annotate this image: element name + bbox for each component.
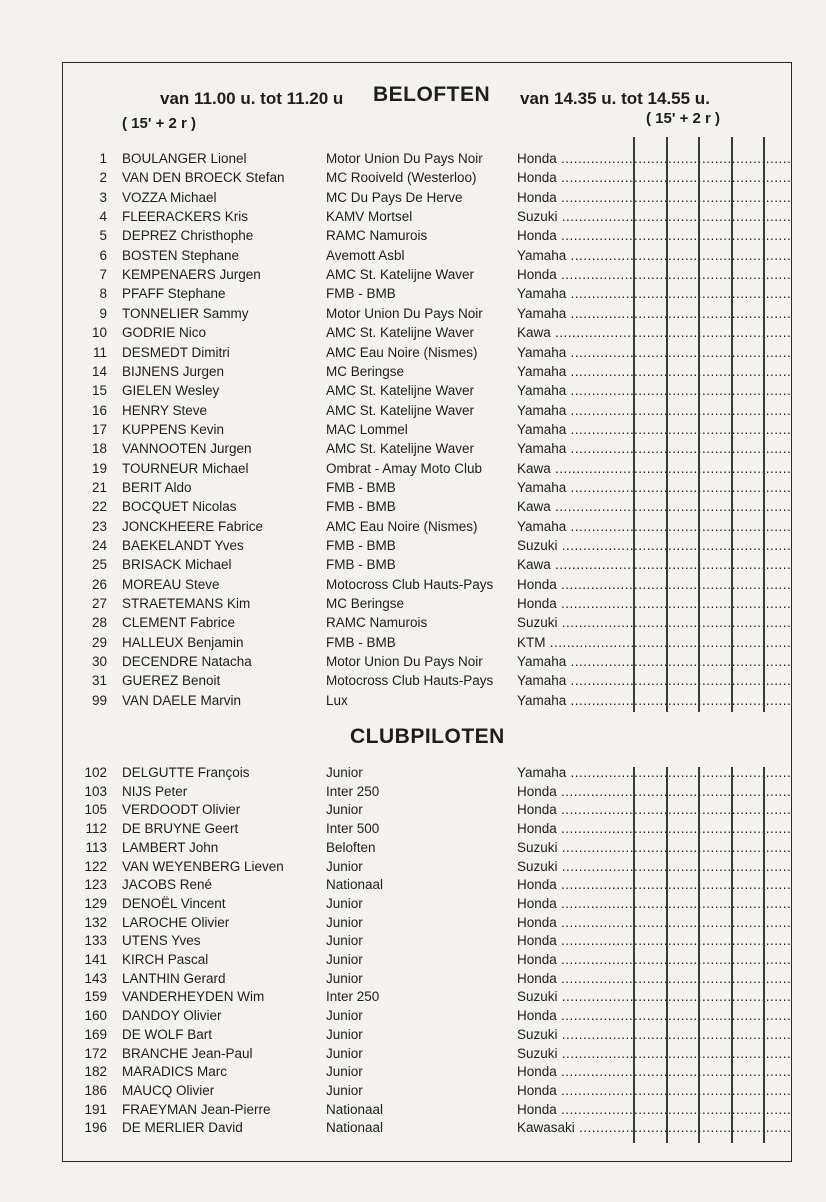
- rider-make: Suzuki .....: [517, 207, 633, 226]
- rider-make: Yamaha .....: [517, 401, 633, 420]
- lap-entry-dots: [634, 439, 790, 458]
- rider-make: Honda .....: [517, 1006, 633, 1025]
- rider-name: BOCQUET Nicolas: [122, 499, 237, 515]
- rider-name: LAMBERT John: [122, 839, 219, 855]
- lap-entry-dots: [634, 800, 790, 819]
- rider-club: AMC St. Katelijne Waver: [326, 441, 475, 457]
- rider-club: Junior: [326, 1082, 363, 1098]
- rider-number: 21: [91, 479, 107, 495]
- lap-entry-dots: [634, 284, 790, 303]
- rider-name: DANDOY Olivier: [122, 1008, 222, 1024]
- rider-make: Kawa .....: [517, 555, 633, 574]
- rider-make: Yamaha .....: [517, 691, 633, 710]
- rider-number: 132: [84, 914, 107, 930]
- lap-entry-dots: [634, 1100, 790, 1119]
- rider-name: LANTHIN Gerard: [122, 970, 226, 986]
- rider-club: MC Beringse: [326, 363, 405, 379]
- rider-number: 5: [99, 228, 107, 244]
- rider-number: 113: [85, 839, 107, 855]
- rider-make: Yamaha .....: [517, 420, 633, 439]
- rider-club: Junior: [326, 914, 363, 930]
- rider-club: AMC Eau Noire (Nismes): [326, 518, 478, 534]
- lap-entry-dots: [634, 969, 790, 988]
- rider-name: MARADICS Marc: [122, 1064, 228, 1080]
- rider-club: Inter 250: [326, 989, 380, 1005]
- rider-club: Motocross Club Hauts-Pays: [326, 576, 494, 592]
- rider-club: MC Beringse: [326, 596, 405, 612]
- rider-name: MAUCQ Olivier: [122, 1082, 215, 1098]
- rider-name: DE WOLF Bart: [122, 1026, 213, 1042]
- lap-column-line: [633, 767, 635, 1143]
- rider-name: VAN DEN BROECK Stefan: [122, 170, 285, 186]
- rider-make: Honda .....: [517, 782, 633, 801]
- rider-make: Suzuki .....: [517, 987, 633, 1006]
- lap-entry-dots: [634, 838, 790, 857]
- rider-make: Honda .....: [517, 969, 633, 988]
- rider-make: Yamaha .....: [517, 362, 633, 381]
- rider-make: Yamaha .....: [517, 671, 633, 690]
- rider-club: MAC Lommel: [326, 421, 408, 437]
- rider-name: DE BRUYNE Geert: [122, 821, 239, 837]
- rider-number: 196: [84, 1120, 107, 1136]
- rider-name: HALLEUX Benjamin: [122, 634, 244, 650]
- rider-club: KAMV Mortsel: [326, 209, 413, 225]
- rider-name: PFAFF Stephane: [122, 286, 226, 302]
- rider-number: 3: [99, 189, 107, 205]
- rider-make: Kawasaki .....: [517, 1118, 633, 1137]
- rider-number: 29: [91, 634, 107, 650]
- rider-club: Motor Union Du Pays Noir: [326, 151, 483, 166]
- rider-name: BOULANGER Lionel: [122, 151, 247, 166]
- rider-make: Honda .....: [517, 1100, 633, 1119]
- rider-name: TOURNEUR Michael: [122, 460, 249, 476]
- rider-number: 123: [84, 877, 107, 893]
- rider-club: Junior: [326, 1008, 363, 1024]
- rider-name: JONCKHEERE Fabrice: [122, 518, 264, 534]
- rider-make: Honda .....: [517, 594, 633, 613]
- lap-entry-dots: [634, 517, 790, 536]
- second-heat-time: van 14.35 u. tot 14.55 u.: [520, 89, 710, 108]
- rider-number: 105: [84, 802, 107, 818]
- lap-column-line: [666, 767, 668, 1143]
- lap-entry-dots: [634, 555, 790, 574]
- rider-make: Honda .....: [517, 913, 633, 932]
- rider-make: Suzuki .....: [517, 613, 633, 632]
- rider-club: Motocross Club Hauts-Pays: [326, 673, 494, 689]
- rider-number: 6: [99, 247, 107, 263]
- rider-number: 9: [99, 305, 107, 321]
- rider-club: Beloften: [326, 839, 376, 855]
- rider-club: Avemott Asbl: [326, 247, 405, 263]
- rider-make: Yamaha .....: [517, 284, 633, 303]
- lap-entry-dots: [634, 459, 790, 478]
- rider-name: DECENDRE Natacha: [122, 654, 252, 670]
- rider-make: Honda .....: [517, 931, 633, 950]
- rider-name: BAEKELANDT Yves: [122, 538, 244, 553]
- rider-number: 30: [91, 654, 107, 670]
- lap-entry-dots: [634, 188, 790, 207]
- lap-entry-dots: [634, 613, 790, 632]
- lap-entry-dots: [634, 420, 790, 439]
- rider-number: 23: [91, 518, 107, 534]
- lap-entry-dots: [634, 671, 790, 690]
- lap-entry-dots: [634, 763, 790, 782]
- rider-club: Junior: [326, 933, 363, 949]
- lap-column-line: [731, 767, 733, 1143]
- rider-name: LAROCHE Olivier: [122, 914, 230, 930]
- rider-name: HENRY Steve: [122, 402, 208, 418]
- rider-club: Motor Union Du Pays Noir: [326, 654, 483, 670]
- rider-number: 27: [91, 596, 107, 612]
- rider-name: BERIT Aldo: [122, 479, 192, 495]
- lap-entry-dots: [634, 149, 790, 168]
- rider-number: 16: [91, 402, 107, 418]
- rider-name: VERDOODT Olivier: [122, 802, 241, 818]
- rider-make: Suzuki .....: [517, 838, 633, 857]
- rider-make: Yamaha .....: [517, 478, 633, 497]
- lap-column-line: [763, 137, 765, 712]
- rider-name: FLEERACKERS Kris: [122, 209, 249, 225]
- rider-number: 182: [84, 1064, 107, 1080]
- rider-club: Junior: [326, 1045, 363, 1061]
- rider-name: VOZZA Michael: [122, 189, 217, 205]
- rider-club: Inter 250: [326, 783, 380, 799]
- rider-name: JACOBS René: [122, 877, 213, 893]
- rider-club: Junior: [326, 895, 363, 911]
- rider-number: 22: [91, 499, 107, 515]
- lap-entry-dots: [634, 931, 790, 950]
- rider-club: MC Rooiveld (Westerloo): [326, 170, 477, 186]
- rider-club: Junior: [326, 952, 363, 967]
- rider-name: DESMEDT Dimitri: [122, 344, 230, 360]
- lap-entry-dots: [634, 381, 790, 400]
- rider-name: DEPREZ Christhophe: [122, 228, 254, 244]
- rider-make: Suzuki .....: [517, 536, 633, 555]
- rider-number: 25: [91, 557, 107, 573]
- rider-name: UTENS Yves: [122, 933, 201, 949]
- rider-number: 122: [84, 858, 107, 874]
- rider-name: DELGUTTE François: [122, 765, 250, 780]
- lap-column-line: [731, 137, 733, 712]
- lap-entry-dots: [634, 323, 790, 342]
- first-heat-time: van 11.00 u. tot 11.20 u: [160, 89, 344, 108]
- rider-name: TONNELIER Sammy: [122, 305, 249, 321]
- rider-make: Honda .....: [517, 1081, 633, 1100]
- rider-club: FMB - BMB: [326, 479, 396, 495]
- rider-club: FMB - BMB: [326, 499, 396, 515]
- rider-club: MC Du Pays De Herve: [326, 189, 463, 205]
- rider-club: AMC St. Katelijne Waver: [326, 325, 475, 341]
- rider-number: 141: [84, 952, 107, 967]
- rider-number: 17: [91, 421, 107, 437]
- rider-name: GIELEN Wesley: [122, 383, 220, 399]
- first-heat-laps: ( 15' + 2 r ): [122, 115, 197, 132]
- rider-club: FMB - BMB: [326, 286, 396, 302]
- lap-entry-dots: [634, 594, 790, 613]
- lap-entry-dots: [634, 913, 790, 932]
- rider-name: KUPPENS Kevin: [122, 421, 225, 437]
- lap-entry-dots: [634, 691, 790, 710]
- lap-column-line: [763, 767, 765, 1143]
- rider-name: GUEREZ Benoit: [122, 673, 221, 689]
- rider-name: MOREAU Steve: [122, 576, 220, 592]
- rider-make: Yamaha .....: [517, 246, 633, 265]
- rider-club: AMC St. Katelijne Waver: [326, 402, 475, 418]
- rider-club: Junior: [326, 970, 363, 986]
- rider-number: 19: [91, 460, 107, 476]
- rider-number: 8: [99, 286, 107, 302]
- rider-club: Junior: [326, 765, 363, 780]
- rider-make: Honda .....: [517, 875, 633, 894]
- rider-name: NIJS Peter: [122, 783, 188, 799]
- rider-make: Honda .....: [517, 168, 633, 187]
- lap-column-line: [666, 137, 668, 712]
- rider-club: RAMC Namurois: [326, 615, 428, 631]
- lap-column-line: [698, 137, 700, 712]
- rider-club: Junior: [326, 858, 363, 874]
- rider-make: Suzuki .....: [517, 1025, 633, 1044]
- rider-number: 15: [91, 383, 107, 399]
- rider-make: Honda .....: [517, 226, 633, 245]
- rider-name: VANDERHEYDEN Wim: [122, 989, 265, 1005]
- lap-entry-dots: [634, 168, 790, 187]
- rider-number: 102: [84, 765, 107, 780]
- rider-make: Kawa .....: [517, 323, 633, 342]
- section-title-clubpiloten: CLUBPILOTEN: [350, 725, 505, 748]
- rider-number: 112: [85, 821, 107, 837]
- rider-make: Honda .....: [517, 575, 633, 594]
- lap-entry-dots: [634, 401, 790, 420]
- rider-make: Yamaha .....: [517, 381, 633, 400]
- rider-make: Yamaha .....: [517, 763, 633, 782]
- lap-entry-dots: [634, 1081, 790, 1100]
- rider-number: 7: [99, 267, 107, 283]
- rider-make: Suzuki .....: [517, 1044, 633, 1063]
- lap-entry-dots: [634, 362, 790, 381]
- rider-make: Honda .....: [517, 894, 633, 913]
- rider-number: 160: [84, 1008, 107, 1024]
- lap-entry-dots: [634, 478, 790, 497]
- lap-entry-dots: [634, 875, 790, 894]
- lap-entry-dots: [634, 304, 790, 323]
- rider-club: FMB - BMB: [326, 538, 396, 553]
- rider-make: Yamaha .....: [517, 343, 633, 362]
- rider-name: VAN DAELE Marvin: [122, 692, 242, 708]
- rider-club: Motor Union Du Pays Noir: [326, 305, 483, 321]
- lap-entry-dots: [634, 1025, 790, 1044]
- rider-number: 26: [91, 576, 107, 592]
- rider-make: Suzuki .....: [517, 857, 633, 876]
- lap-entry-dots: [634, 265, 790, 284]
- lap-entry-dots: [634, 950, 790, 969]
- rider-number: 159: [84, 989, 107, 1005]
- lap-entry-dots: [634, 987, 790, 1006]
- rider-number: 129: [84, 895, 107, 911]
- rider-number: 186: [84, 1082, 107, 1098]
- rider-make: Honda .....: [517, 265, 633, 284]
- rider-club: Nationaal: [326, 1120, 384, 1136]
- rider-number: 10: [91, 325, 107, 341]
- rider-make: Yamaha .....: [517, 439, 633, 458]
- lap-entry-dots: [634, 226, 790, 245]
- lap-entry-dots: [634, 857, 790, 876]
- rider-number: 143: [84, 970, 107, 986]
- rider-make: KTM .....: [517, 633, 633, 652]
- rider-club: FMB - BMB: [326, 557, 396, 573]
- rider-name: VAN WEYENBERG Lieven: [122, 858, 284, 874]
- rider-name: BRISACK Michael: [122, 557, 232, 573]
- rider-club: Lux: [326, 692, 348, 708]
- second-heat-laps: ( 15' + 2 r ): [646, 110, 721, 127]
- lap-column-line: [633, 137, 635, 712]
- rider-make: Honda .....: [517, 1062, 633, 1081]
- rider-name: FRAEYMAN Jean-Pierre: [122, 1101, 271, 1117]
- rider-club: Junior: [326, 1064, 363, 1080]
- lap-entry-dots: [634, 1006, 790, 1025]
- rider-club: RAMC Namurois: [326, 228, 428, 244]
- rider-make: Yamaha .....: [517, 304, 633, 323]
- rider-number: 18: [91, 441, 107, 457]
- rider-number: 2: [99, 170, 107, 186]
- rider-name: STRAETEMANS Kim: [122, 596, 251, 612]
- rider-make: Kawa .....: [517, 459, 633, 478]
- rider-club: Junior: [326, 802, 363, 818]
- rider-number: 99: [91, 692, 107, 708]
- rider-number: 191: [84, 1101, 107, 1117]
- rider-number: 1: [99, 151, 107, 166]
- rider-number: 172: [84, 1045, 107, 1061]
- rider-make: Honda .....: [517, 800, 633, 819]
- lap-entry-dots: [634, 633, 790, 652]
- lap-entry-dots: [634, 1118, 790, 1137]
- rider-club: AMC St. Katelijne Waver: [326, 383, 475, 399]
- lap-entry-dots: [634, 1062, 790, 1081]
- rider-make: Honda .....: [517, 819, 633, 838]
- rider-name: CLEMENT Fabrice: [122, 615, 236, 631]
- rider-number: 133: [84, 933, 107, 949]
- rider-number: 28: [91, 615, 107, 631]
- lap-entry-dots: [634, 782, 790, 801]
- rider-club: AMC Eau Noire (Nismes): [326, 344, 478, 360]
- rider-number: 24: [91, 538, 107, 553]
- rider-number: 31: [91, 673, 107, 689]
- rider-club: Nationaal: [326, 1101, 384, 1117]
- rider-make: Honda .....: [517, 950, 633, 969]
- section-title-beloften: BELOFTEN: [373, 83, 491, 106]
- rider-name: BIJNENS Jurgen: [122, 363, 225, 379]
- rider-name: BOSTEN Stephane: [122, 247, 240, 263]
- lap-entry-dots: [634, 575, 790, 594]
- lap-entry-dots: [634, 246, 790, 265]
- rider-number: 11: [92, 344, 107, 360]
- rider-club: Inter 500: [326, 821, 380, 837]
- lap-entry-dots: [634, 207, 790, 226]
- lap-column-line: [698, 767, 700, 1143]
- rider-club: Junior: [326, 1026, 363, 1042]
- rider-number: 4: [99, 209, 107, 225]
- lap-entry-dots: [634, 819, 790, 838]
- lap-entry-dots: [634, 343, 790, 362]
- rider-name: DE MERLIER David: [122, 1120, 243, 1136]
- lap-entry-dots: [634, 497, 790, 516]
- rider-club: Ombrat - Amay Moto Club: [326, 460, 483, 476]
- rider-name: GODRIE Nico: [122, 325, 207, 341]
- rider-name: DENOËL Vincent: [122, 895, 226, 911]
- lap-entry-dots: [634, 536, 790, 555]
- rider-club: Nationaal: [326, 877, 384, 893]
- rider-make: Yamaha .....: [517, 517, 633, 536]
- rider-name: BRANCHE Jean-Paul: [122, 1045, 253, 1061]
- rider-make: Honda .....: [517, 149, 633, 168]
- rider-number: 169: [84, 1026, 107, 1042]
- rider-name: KIRCH Pascal: [122, 952, 209, 967]
- rider-club: AMC St. Katelijne Waver: [326, 267, 475, 283]
- rider-number: 103: [84, 783, 107, 799]
- lap-entry-dots: [634, 1044, 790, 1063]
- lap-entry-dots: [634, 652, 790, 671]
- rider-name: VANNOOTEN Jurgen: [122, 441, 252, 457]
- rider-make: Yamaha .....: [517, 652, 633, 671]
- rider-make: Honda .....: [517, 188, 633, 207]
- rider-name: KEMPENAERS Jurgen: [122, 267, 261, 283]
- rider-club: FMB - BMB: [326, 634, 396, 650]
- rider-number: 14: [91, 363, 107, 379]
- lap-entry-dots: [634, 894, 790, 913]
- rider-make: Kawa .....: [517, 497, 633, 516]
